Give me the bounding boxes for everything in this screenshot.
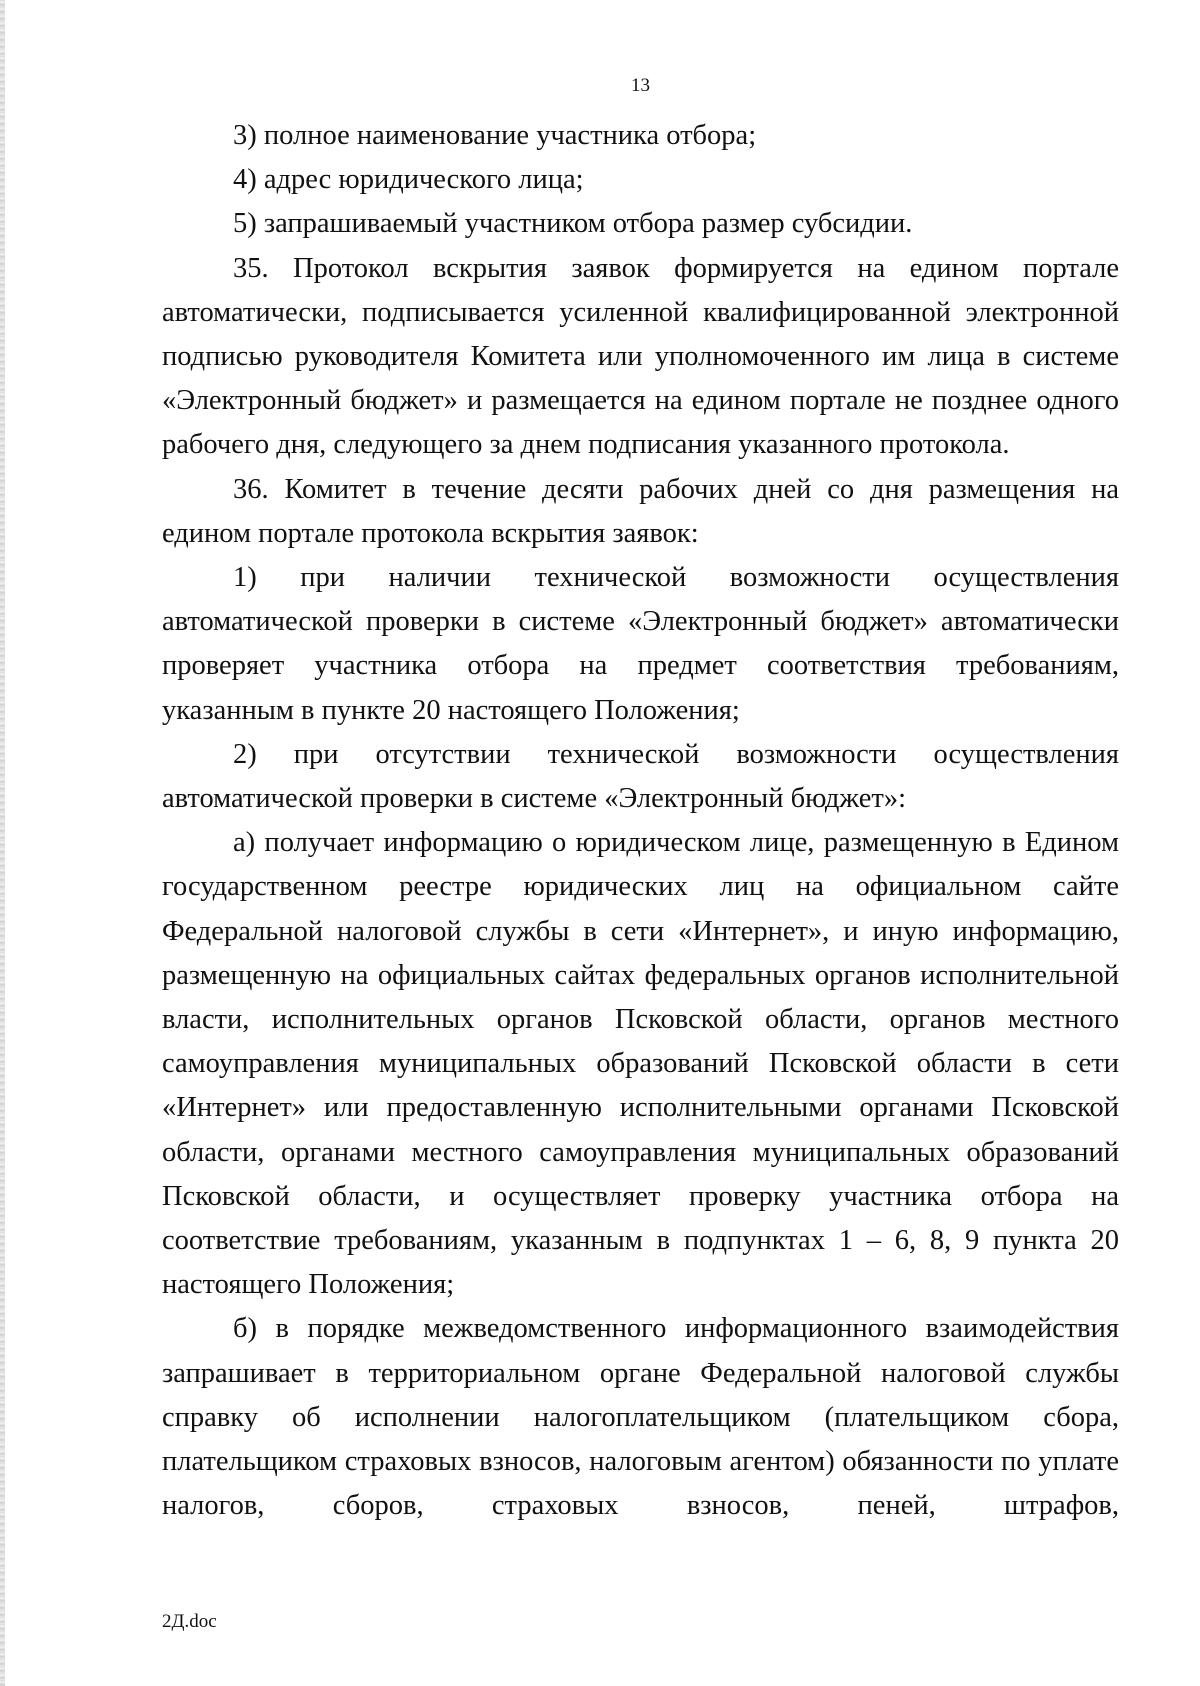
footer-filename: 2Д.doc	[162, 1611, 217, 1632]
paragraph: 2) при отсутствии технической возможности осуществления автоматической проверки в системе «Электронный бюджет»:	[162, 738, 1119, 815]
paragraph: 4) адрес юридического лица;	[233, 164, 584, 196]
paragraph: 36. Комитет в течение десяти рабочих дней со дня размещения на едином портале протокола вскрытия заявок:	[162, 473, 1119, 549]
scan-edge	[0, 0, 5, 1686]
paragraph: 35. Протокол вскрытия заявок формируется на едином портале автоматически, подписывается усиленной квалифицированной электронной подписью руководителя Комитета или уполномоченного им лица в системе «Электронный бюджет» и размещается на едином портале не позднее одного рабочего дня, следующего за днем подписания указанного протокола.	[162, 252, 1119, 461]
paragraph: 3) полное наименование участника отбора;	[233, 120, 757, 151]
paragraph: а) получает информацию о юридическом лице, размещенную в Едином государственном реестре юридических лиц на официальном сайте Федеральной налоговой службы в сети «Интернет», и иную информацию, размещенную на официальных сайтах федеральных органов исполнительной власти, исполнительных органов Псковской области, органов местного самоуправления муниципальных образований Псковской области в сети «Интернет» или предоставленную исполнительными органами Псковской области, органами местного самоуправления муниципальных образований Псковской области, и осуществляет проверку участника отбора на соответствие требованиям, указанным в подпунктах 1 – 6, 8, 9 пункта 20 настоящего Положения;	[162, 827, 1119, 1301]
paragraph: 1) при наличии технической возможности осуществления автоматической проверки в системе «Электронный бюджет» автоматически проверяет участника отбора на предмет соответствия требованиям, указанным в пункте 20 настоящего Положения;	[162, 562, 1119, 726]
page-number: 13	[631, 75, 650, 96]
paragraph: 5) запрашиваемый участником отбора размер субсидии.	[233, 208, 913, 240]
paragraph: б) в порядке межведомственного информационного взаимодействия запрашивает в территориальном органе Федеральной налоговой службы справку об исполнении налогоплательщиком (плательщиком сбора, плательщиком страховых взносов, налоговым агентом) обязанности по уплате налогов, сборов, страховых взносов, пеней, штрафов,	[162, 1313, 1119, 1522]
document-body	[162, 114, 1119, 1529]
